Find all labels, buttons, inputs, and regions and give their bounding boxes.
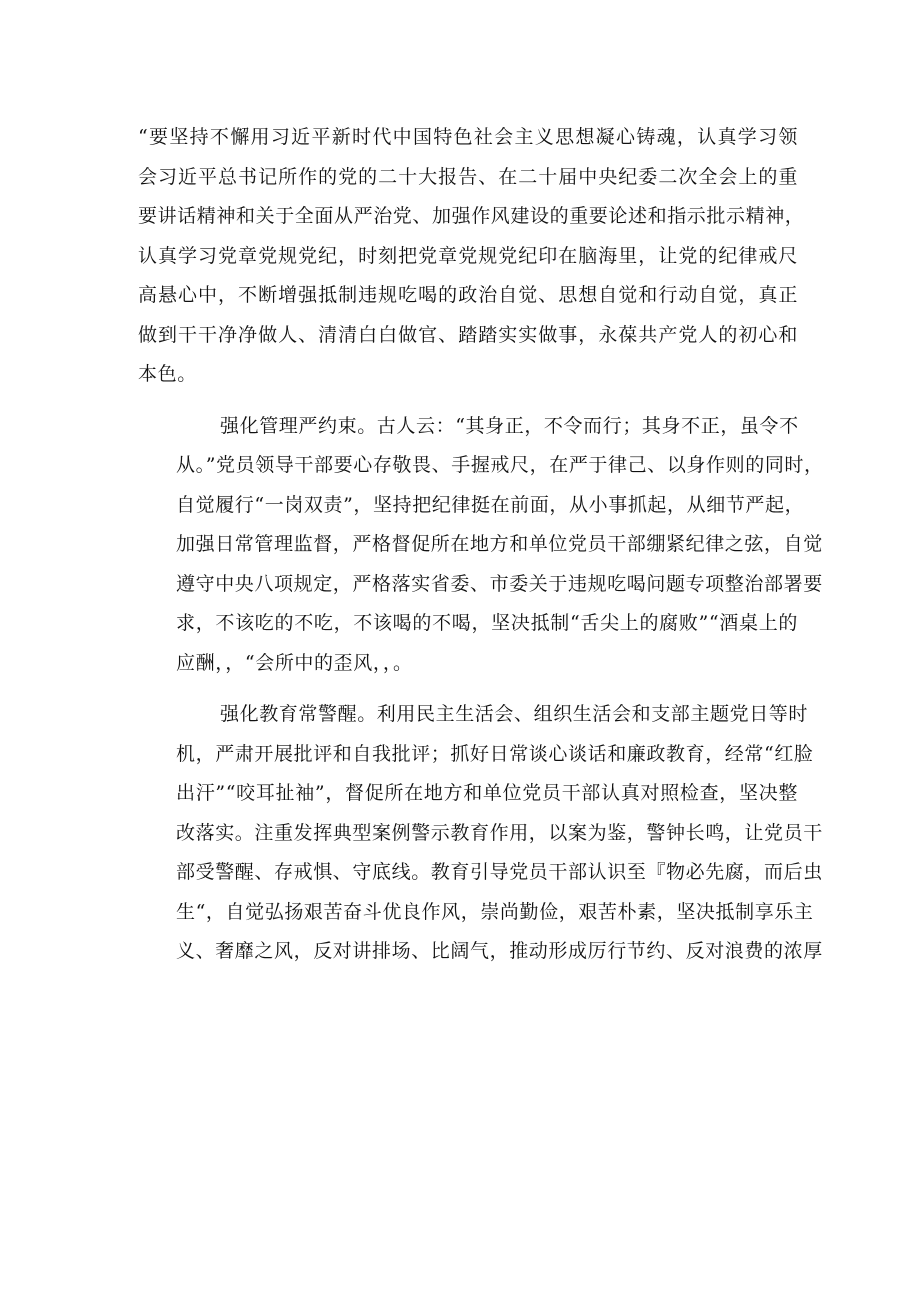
text-line: 从。”党员领导干部要心存敬畏、手握戒尺，在严于律己、以身作则的同时， xyxy=(176,454,824,476)
paragraph-2 xyxy=(138,407,824,684)
text-line: 认真学习党章党规党纪，时刻把党章党规党纪印在脑海里，让党的纪律戒尺 xyxy=(138,244,798,267)
text-line: 会习近平总书记所作的党的二十大报告、在二十届中央纪委二次全会上的重 xyxy=(138,165,798,188)
paragraph-1 xyxy=(138,118,805,395)
text-line: 加强日常管理监督，严格督促所在地方和单位党员干部绷紧纪律之弦，自觉 xyxy=(176,533,823,555)
text-line: 部受警醒、存戒惧、守底线。教育引导党员干部认识至『物必先腐，而后虫 xyxy=(176,861,823,883)
text-line: 求，不该吃的不吃，不该喝的不喝，坚决抵制“舌尖上的腐败”“酒桌上的 xyxy=(176,612,798,634)
paragraph-gap xyxy=(138,395,798,407)
text-line: 强化教育常警醒。利用民主生活会、组织生活会和支部主题党日等时 xyxy=(220,703,809,725)
text-line: 高悬心中，不断增强抵制违规吃喝的政治自觉、思想自觉和行动自觉，真正 xyxy=(138,284,798,306)
text-line: 自觉履行“一岗双责”，坚持把纪律挺在前面，从小事抓起，从细节严起， xyxy=(176,493,805,516)
paragraph-gap xyxy=(138,683,798,695)
text-line: 本色。 xyxy=(138,363,197,385)
text-line: 应酬，，“会所中的歪风，，。 xyxy=(176,651,413,674)
text-line: 机，严肃开展批评和自我批评；抓好日常谈心谈话和廉政教育，经常“红脸 xyxy=(176,742,814,765)
text-line: 做到干干净净做人、清清白白做官、踏踏实实做事，永葆共产党人的初心和 xyxy=(138,323,798,346)
text-line: “要坚持不懈用习近平新时代中国特色社会主义思想凝心铸魂，认真学习领 xyxy=(138,126,798,148)
text-line: 义、奢靡之风，反对讲排场、比阔气，推动形成厉行节约、反对浪费的浓厚 xyxy=(176,940,823,962)
paragraph-3 xyxy=(138,695,823,972)
document-body xyxy=(138,118,824,972)
text-line: 要讲话精神和关于全面从严治党、加强作风建设的重要论述和指示批示精神， xyxy=(138,205,805,227)
text-line: 出汗”“咬耳扯袖”，督促所在地方和单位党员干部认真对照检查，坚决整 xyxy=(176,782,798,804)
text-line: 强化管理严约束。古人云：“其身正，不令而行；其身不正，虽令不 xyxy=(220,414,799,437)
text-line: 改落实。注重发挥典型案例警示教育作用，以案为鉴，警钟长鸣，让党员干 xyxy=(176,821,823,844)
text-line: 遵守中央八项规定，严格落实省委、市委关于违规吃喝问题专项整治部署要 xyxy=(176,572,823,595)
text-line: 生“，自觉弘扬艰苦奋斗优良作风，崇尚勤俭，艰苦朴素，坚决抵制享乐主 xyxy=(176,900,814,923)
